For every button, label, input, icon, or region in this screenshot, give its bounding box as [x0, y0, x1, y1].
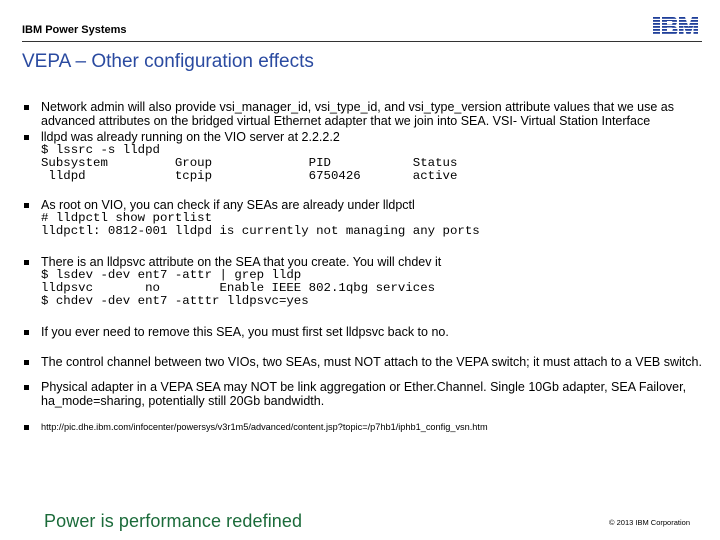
- bullet-item: [22, 100, 710, 128]
- bullet-item: [22, 380, 710, 408]
- footer-slogan: Power is performance redefined: [44, 511, 303, 531]
- infocenter-link[interactable]: http://pic.dhe.ibm.com/infocenter/powersys/v3r1m5/advanced/content.jsp?topic=/p7hb1/iphb1_config_vsn.htm: [22, 420, 710, 434]
- bullet-text: lldpd was already running on the VIO server at 2.2.2.2: [22, 130, 710, 144]
- header-rule: [22, 41, 702, 42]
- bullet-item: [22, 420, 710, 434]
- bullet-text: The control channel between two VIOs, two SEAs, must NOT attach to the VEPA switch; it must attach to a VEB switch.: [22, 355, 710, 369]
- bullet-text: There is an lldpsvc attribute on the SEA that you create. You will chdev it: [22, 255, 710, 269]
- code-block: $ lssrc -s lldpd Subsystem Group PID Status lldpd tcpip 6750426 active: [41, 143, 458, 183]
- bullet-item: [22, 255, 710, 308]
- slide-content: [22, 100, 710, 434]
- bullet-text: If you ever need to remove this SEA, you must first set lldpsvc back to no.: [22, 325, 710, 339]
- bullet-text: As root on VIO, you can check if any SEAs are already under lldpctl: [22, 198, 710, 212]
- bullet-item: [22, 325, 710, 339]
- bullet-item: [22, 355, 710, 369]
- ibm-logo: [652, 14, 700, 38]
- slide-title: VEPA – Other configuration effects: [22, 51, 314, 72]
- bullet-text: Network admin will also provide vsi_manager_id, vsi_type_id, and vsi_type_version attribute values that we use as advanced attributes on the bridged virtual Ethernet adapter that we join into SEA. VSI- Virtual Station Interface: [22, 100, 710, 128]
- bullet-item: [22, 198, 710, 238]
- bullet-item: [22, 130, 710, 183]
- footer-copyright: © 2013 IBM Corporation: [609, 518, 690, 527]
- bullet-text: Physical adapter in a VEPA SEA may NOT be link aggregation or Ether.Channel. Single 10Gb adapter, SEA Failover, ha_mode=sharing, potentially still 20Gb bandwidth.: [22, 380, 710, 408]
- code-block: $ lsdev -dev ent7 -attr | grep lldp lldpsvc no Enable IEEE 802.1qbg services $ chdev -dev ent7 -atttr lldpsvc=yes: [41, 268, 436, 308]
- slide-header-label: IBM Power Systems: [22, 24, 127, 36]
- code-block: # lldpctl show portlist lldpctl: 0812-001 lldpd is currently not managing any ports: [41, 211, 480, 238]
